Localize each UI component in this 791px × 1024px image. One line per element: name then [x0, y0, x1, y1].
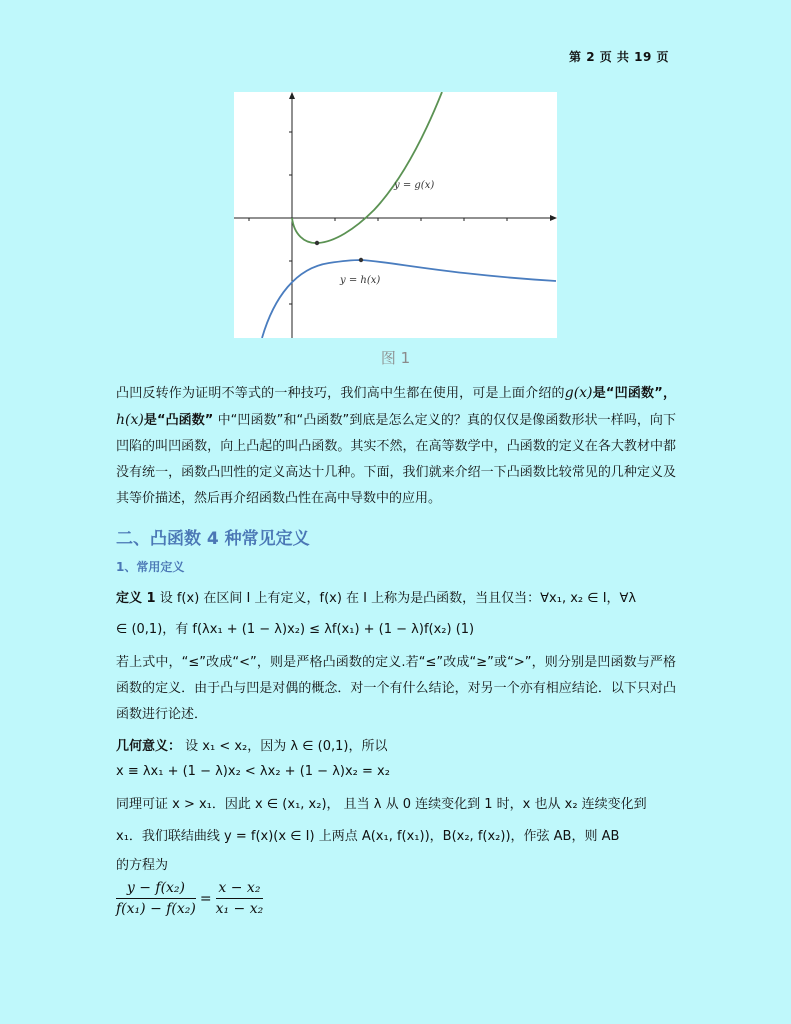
g-curve	[292, 92, 442, 243]
h-max-point	[359, 258, 363, 262]
page-number: 第 2 页 共 19 页	[569, 50, 669, 64]
g-min-point	[315, 241, 319, 245]
geometry-label: 几何意义：	[116, 739, 182, 754]
left-denominator: f(x₁) − f(x₂)	[116, 901, 196, 917]
convex-label: 是“凸函数”	[143, 413, 214, 428]
h-curve	[262, 260, 556, 338]
intro-text-1: 凸凹反转作为证明不等式的一种技巧，我们高中生都在使用，可是上面介绍的	[116, 386, 565, 401]
geometry-line-3: 同理可证 x > x₁．因此 x ∈ (x₁, x₂)， 且当 λ 从 0 连续变化到 1 时，x 也从 x₂ 连续变化到	[116, 797, 647, 812]
right-numerator: x − x₂	[218, 880, 261, 896]
chord-equation	[116, 880, 263, 917]
intro-paragraph	[116, 380, 676, 512]
figure-caption: 图 1	[380, 349, 411, 367]
equals-sign: =	[199, 890, 212, 907]
intro-text-2: 中“凹函数”和“凸函数”到底是怎么定义的？真的仅仅是像函数形状一样吗，向下凹陷的叫凹函数，向上凸起的叫凸函数。其实不然，在高等数学中，凸函数的定义在各大教材中都没有统一，函数凸凹性的定义高达十几种。下面，我们就来介绍一下凸函数比较常见的几种定义及其等价描述，然后再介绍函数凸性在高中导数中的应用。	[116, 413, 676, 506]
function-graph-figure	[234, 92, 557, 338]
g-curve-label: y = g(x)	[394, 180, 435, 191]
geometry-line-1: 几何意义： 设 x₁ < x₂，因为 λ ∈ (0,1)，所以	[116, 739, 388, 754]
subsection-title: 1、常用定义	[116, 560, 185, 574]
definition-line-2: ∈ (0,1)，有 f(λx₁ + (1 − λ)x₂) ≤ λf(x₁) + (1 − λ)f(x₂) (1)	[116, 622, 475, 637]
concave-label: 是“凹函数”，	[592, 386, 676, 401]
geometry-line-2: x ≡ λx₁ + (1 − λ)x₂ < λx₂ + (1 − λ)x₂ = x₂	[116, 764, 390, 779]
graph-svg	[234, 92, 557, 338]
definition-label: 定义 1	[116, 591, 156, 606]
geometry-line-4: x₁．我们联结曲线 y = f(x)(x ∈ I) 上两点 A(x₁, f(x₁))，B(x₂, f(x₂))，作弦 AB，则 AB	[116, 829, 620, 844]
right-denominator: x₁ − x₂	[215, 901, 264, 917]
y-axis-arrow	[289, 92, 295, 99]
remark-paragraph: 若上式中，“≤”改成“<”，则是严格凸函数的定义.若“≤”改成“≥”或“>”，则分别是凹函数与严格函数的定义．由于凸与凹是对偶的概念．对一个有什么结论，对另一个亦有相应结论．以下只对凸函数进行论述．	[116, 655, 676, 722]
h-curve-label: y = h(x)	[340, 275, 381, 286]
geometry-line-5: 的方程为	[116, 858, 169, 873]
section-title: 二、凸函数 4 种常见定义	[116, 529, 310, 549]
g-func: g(x)	[564, 385, 593, 401]
h-func: h(x)	[116, 412, 144, 428]
definition-line-1: 定义 1 设 f(x) 在区间 I 上有定义，f(x) 在 I 上称为是凸函数，当且仅当：∀x₁, x₂ ∈ I，∀λ	[116, 591, 637, 606]
x-axis-arrow	[550, 215, 557, 221]
left-numerator: y − f(x₂)	[126, 880, 185, 896]
